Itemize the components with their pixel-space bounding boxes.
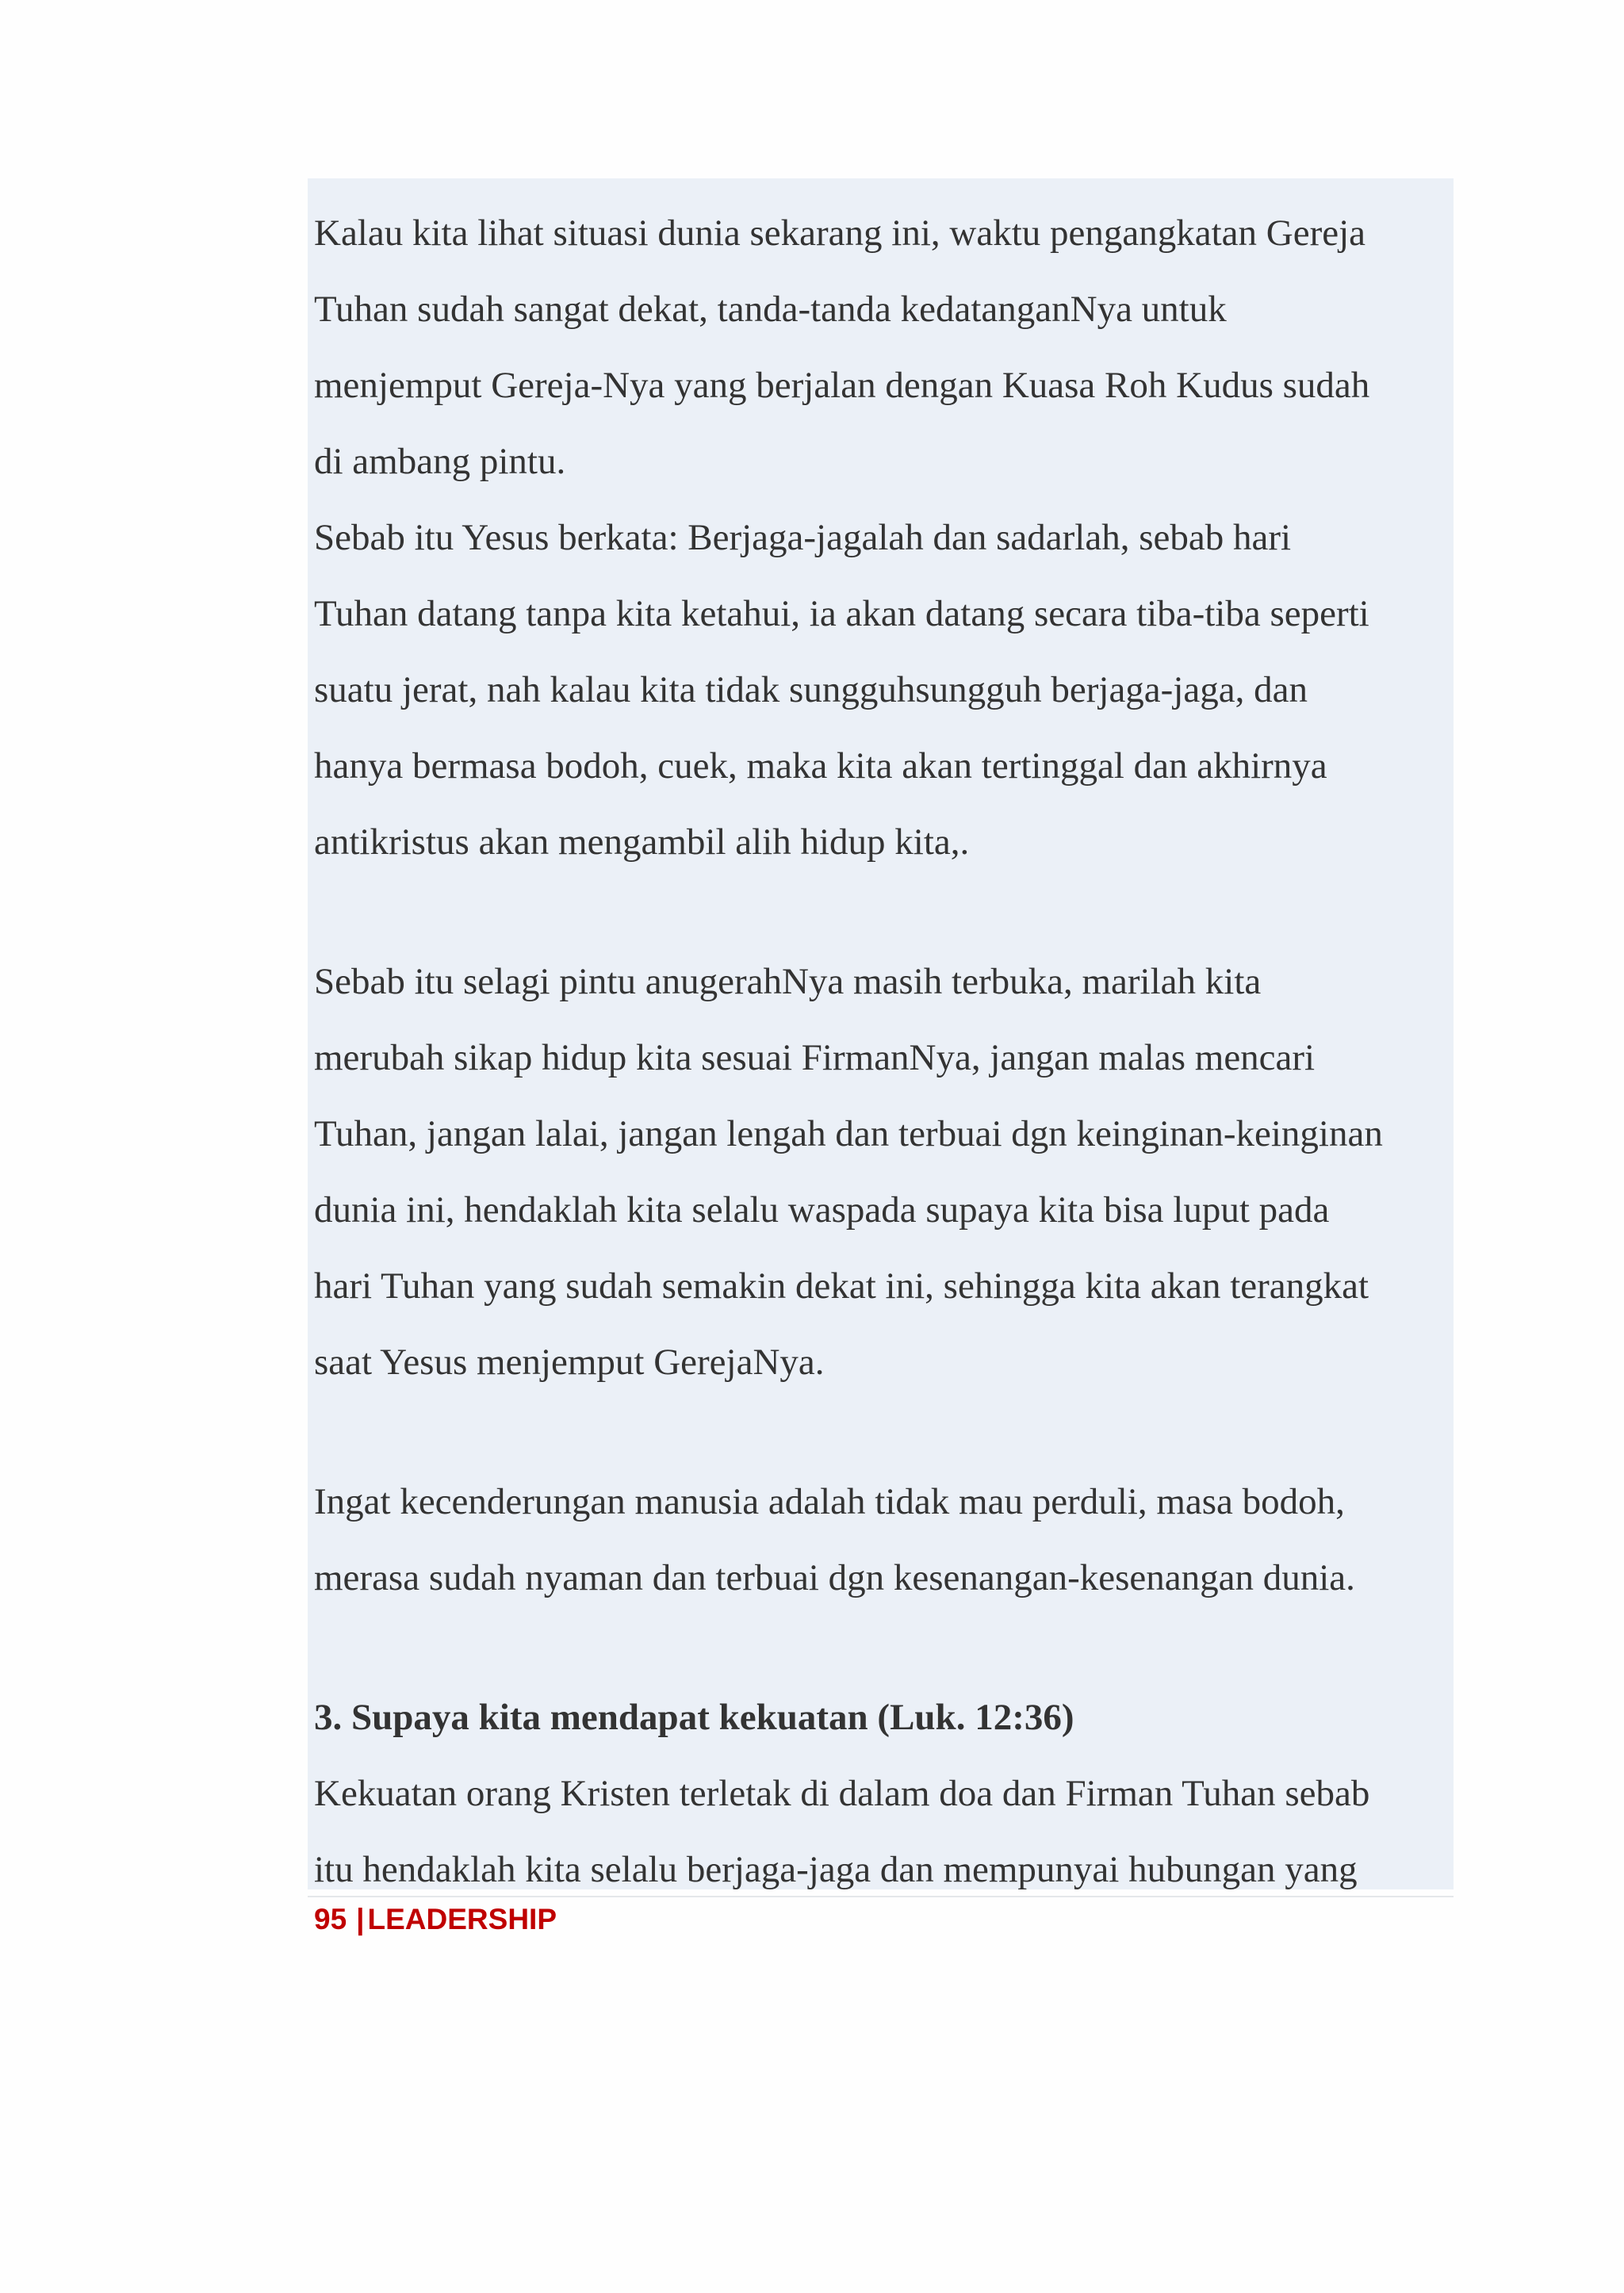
text-line: merubah sikap hidup kita sesuai FirmanNya, jangan malas mencari (314, 1037, 1316, 1078)
footer-section-title: LEADERSHIP (367, 1903, 557, 1935)
text-line: Tuhan sudah sangat dekat, tanda-tanda kedatanganNya untuk (314, 289, 1227, 330)
text-line: menjemput Gereja-Nya yang berjalan dengan Kuasa Roh Kudus sudah (314, 365, 1370, 406)
text-line: Kekuatan orang Kristen terletak di dalam doa dan Firman Tuhan sebab (314, 1773, 1370, 1814)
text-line: Sebab itu Yesus berkata: Berjaga-jagalah dan sadarlah, sebab hari (314, 517, 1292, 558)
text-line: hanya bermasa bodoh, cuek, maka kita akan tertinggal dan akhirnya (314, 745, 1327, 787)
text-line: merasa sudah nyaman dan terbuai dgn kesenangan-kesenangan dunia. (314, 1557, 1355, 1598)
page-number: 95 (314, 1903, 347, 1935)
footer-separator: | (356, 1903, 365, 1935)
text-line: hari Tuhan yang sudah semakin dekat ini, sehingga kita akan terangkat (314, 1265, 1369, 1307)
text-line: Sebab itu selagi pintu anugerahNya masih terbuka, marilah kita (314, 961, 1262, 1002)
text-line: Tuhan, jangan lalai, jangan lengah dan terbuai dgn keinginan-keinginan (314, 1113, 1383, 1154)
section-heading: 3. Supaya kita mendapat kekuatan (Luk. 12:36) (314, 1697, 1074, 1738)
text-line: Ingat kecenderungan manusia adalah tidak mau perduli, masa bodoh, (314, 1481, 1345, 1522)
text-line: Kalau kita lihat situasi dunia sekarang ini, waktu pengangkatan Gereja (314, 212, 1366, 254)
content-block (308, 178, 1454, 1889)
text-line: saat Yesus menjemput GerejaNya. (314, 1342, 825, 1383)
text-line: antikristus akan mengambil alih hidup kita,. (314, 821, 970, 863)
text-line: Tuhan datang tanpa kita ketahui, ia akan datang secara tiba-tiba seperti (314, 593, 1369, 634)
text-line: suatu jerat, nah kalau kita tidak sungguhsungguh berjaga-jaga, dan (314, 669, 1308, 710)
page-footer (314, 1903, 557, 1936)
text-line: dunia ini, hendaklah kita selalu waspada supaya kita bisa luput pada (314, 1189, 1330, 1231)
footer-divider (308, 1896, 1454, 1897)
text-line: itu hendaklah kita selalu berjaga-jaga dan mempunyai hubungan yang (314, 1849, 1358, 1889)
text-line: di ambang pintu. (314, 441, 566, 482)
